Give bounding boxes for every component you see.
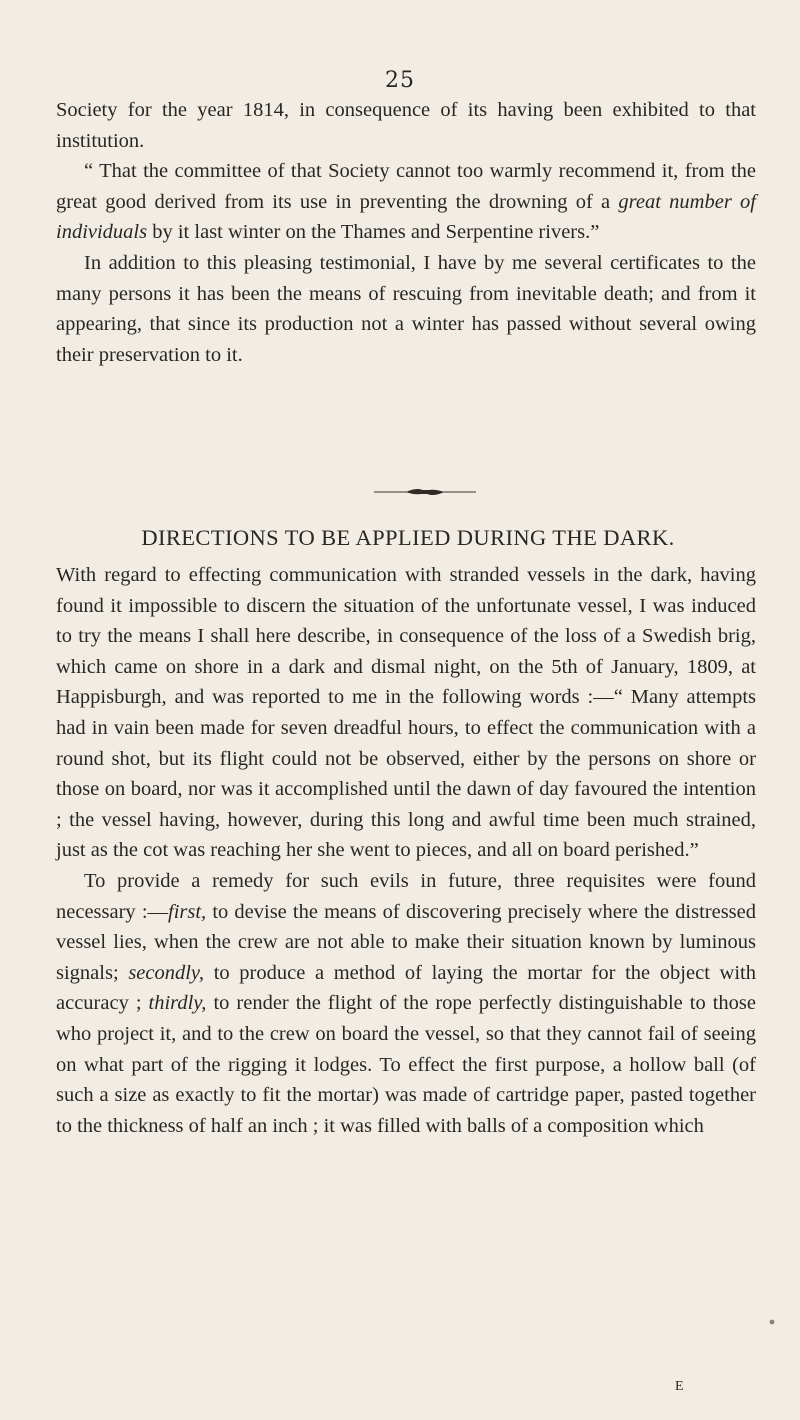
paragraph-society-year: Society for the year 1814, in consequence of its having been exhibited to that institution.	[56, 99, 756, 152]
quote-text-end: by it last winter on the Thames and Serpentine rivers.”	[147, 221, 600, 244]
paragraph-requisites	[56, 866, 756, 1141]
paragraph-committee-quote	[56, 156, 756, 248]
requisites-secondly: secondly,	[128, 961, 205, 984]
divider-ornament-icon	[372, 487, 478, 497]
top-text-section	[56, 95, 756, 370]
page-number: 25	[385, 68, 415, 93]
requisites-text-b: to devise the means of discovering precisely where the distressed vessel lies, when the crew are not able to make their situation known by luminous signals;	[56, 900, 756, 984]
requisites-first: first,	[168, 900, 207, 923]
requisites-thirdly: thirdly,	[148, 992, 207, 1015]
requisites-text-c: to produce a method of laying the mortar for the object with accuracy ;	[56, 961, 756, 1015]
paragraph-stranded-vessels: With regard to effecting communication with stranded vessels in the dark, having found it impossible to discern the situation of the unfortunate vessel, I was induced to try the means I shall here describe, in consequence of the loss of a Swedish brig, which came on shore in a dark and dismal night, on the 5th of January, 1809, at Happisburgh, and was reported to me in the following words :—“ Many attempts had in vain been made for seven dreadful hours, to effect the communication with a round shot, but its flight could not be observed, either by the persons on shore or those on board, nor was it accomplished until the dawn of day favoured the intention ; the vessel having, however, during this long and awful time been much strained, just as the cot was reaching her she went to pieces, and all on board perished.”	[56, 564, 756, 862]
paragraph-testimonial: In addition to this pleasing testimonial, I have by me several certificates to the many persons it has been the means of rescuing from inevitable death; and from it appearing, that since its production not a winter has passed without several owing their preservation to it.	[56, 251, 756, 366]
quote-text-start: “ That the committee of that Society cannot too warmly recommend it, from the great good derived from its use in preventing the drowning of a	[56, 160, 756, 213]
requisites-text-a: To provide a remedy for such evils in future, three requisites were found necessary :—	[56, 869, 756, 923]
section-heading: DIRECTIONS TO BE APPLIED DURING THE DARK.	[141, 525, 675, 550]
ink-fleck-icon	[768, 1318, 776, 1326]
quote-emphasis: great number of individuals	[56, 190, 756, 244]
signature-mark: E	[675, 1379, 684, 1394]
requisites-text-d: to render the flight of the rope perfectly distinguishable to those who project it, and to the crew on board the vessel, so that they cannot fail of seeing on what part of the rigging it lodges. To effect the first purpose, a hollow ball (of such a size as exactly to fit the mortar) was made of cartridge paper, pasted together to the thickness of half an inch ; it was filled with balls of a composition which	[56, 992, 756, 1137]
bottom-text-section	[56, 560, 756, 1141]
